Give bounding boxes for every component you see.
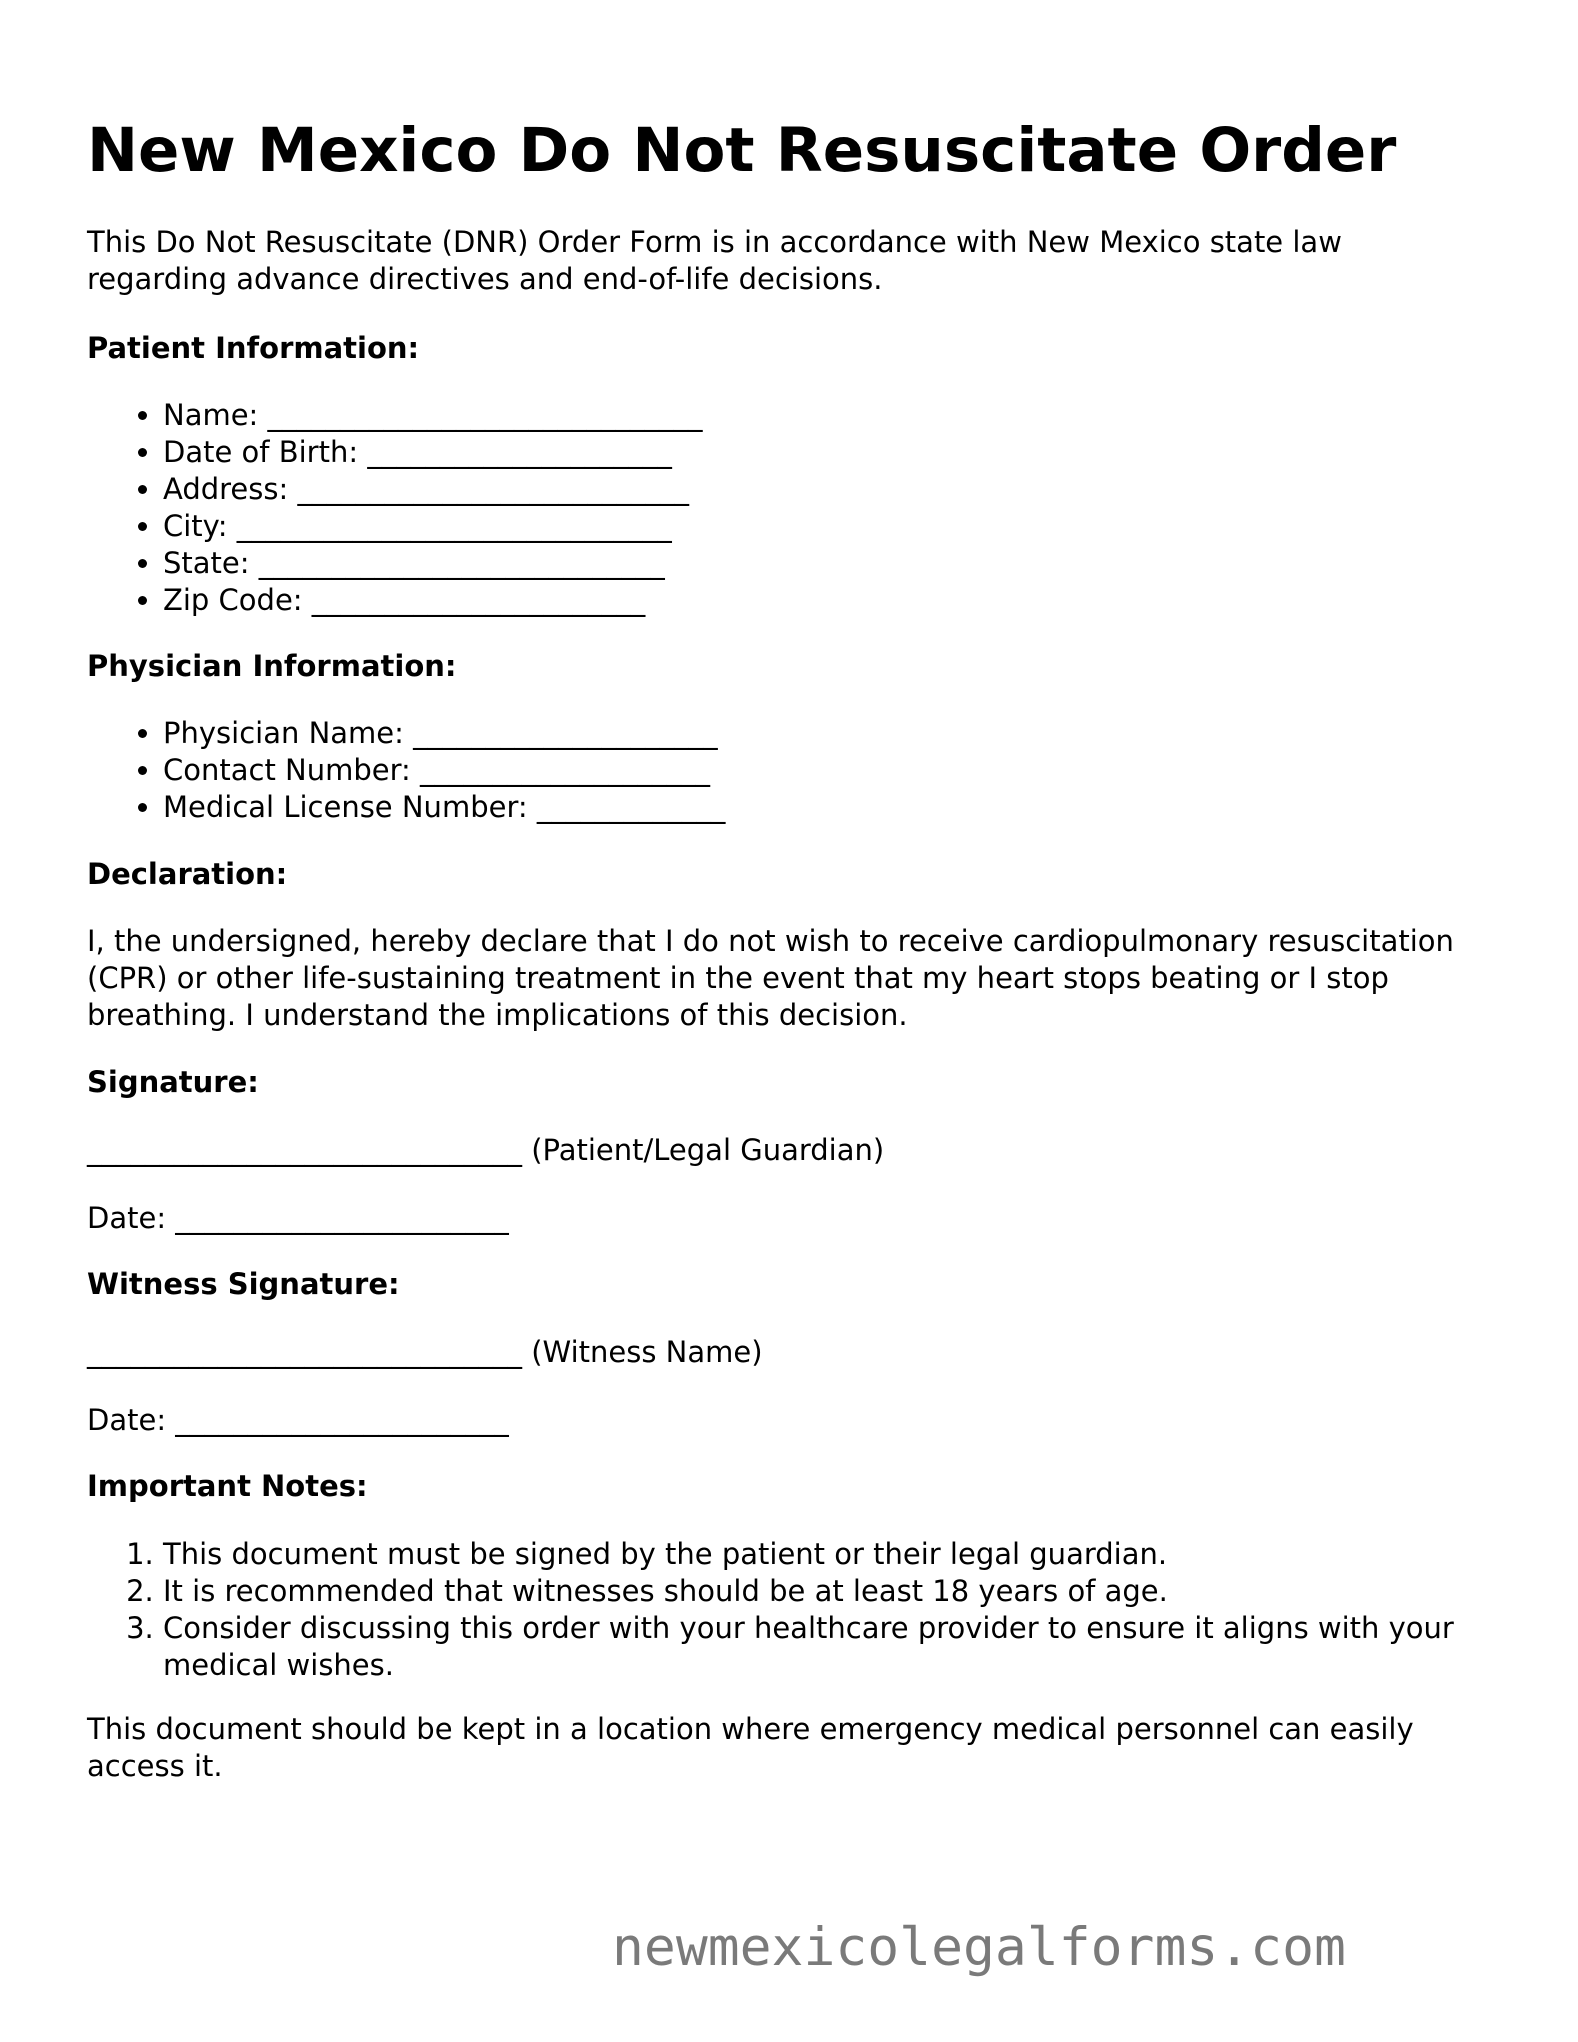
physician-name-field: • Physician Name: _____________________ <box>163 715 1543 752</box>
patient-info-heading: Patient Information: <box>87 331 420 365</box>
physician-info-heading: Physician Information: <box>87 649 457 683</box>
patient-signature-date: Date: _______________________ <box>87 1201 509 1235</box>
declaration-text: I, the undersigned, hereby declare that I do not wish to receive cardiopulmonary resuscitation (CPR) or other life-sustaining treatment in the event that my heart stops beating or I stop breathing. I understand the implications of this decision. <box>87 924 1454 1032</box>
witness-signature-date: Date: _______________________ <box>87 1403 509 1437</box>
important-notes-heading: Important Notes: <box>87 1469 368 1503</box>
patient-info-list <box>87 397 1543 619</box>
closing-paragraph: This document should be kept in a location where emergency medical personnel can easily access it. <box>87 1712 1414 1783</box>
note-item: 1. This document must be signed by the patient or their legal guardian. <box>163 1536 1543 1573</box>
witness-signature-heading: Witness Signature: <box>87 1267 400 1301</box>
declaration-heading: Declaration: <box>87 857 288 891</box>
note-item: 3. Consider discussing this order with your healthcare provider to ensure it aligns with your medical wishes. <box>163 1610 1543 1684</box>
patient-zip-field: • Zip Code: _______________________ <box>163 582 1543 619</box>
page-title: New Mexico Do Not Resuscitate Order <box>87 115 1397 186</box>
signature-heading: Signature: <box>87 1065 259 1099</box>
important-notes-list <box>87 1536 1543 1684</box>
physician-contact-field: • Contact Number: ____________________ <box>163 752 1543 789</box>
site-watermark: newmexicolegalforms.com <box>612 1917 1346 1978</box>
physician-info-list <box>87 715 1543 826</box>
physician-license-field: • Medical License Number: _____________ <box>163 789 1543 826</box>
note-item: 2. It is recommended that witnesses should be at least 18 years of age. <box>163 1573 1543 1610</box>
patient-name-field: • Name: ______________________________ <box>163 397 1543 434</box>
patient-signature-line: ______________________________ (Patient/Legal Guardian) <box>87 1133 885 1167</box>
witness-signature-line: ______________________________ (Witness Name) <box>87 1335 763 1369</box>
patient-address-field: • Address: ___________________________ <box>163 471 1543 508</box>
patient-dob-field: • Date of Birth: _____________________ <box>163 434 1543 471</box>
intro-paragraph: This Do Not Resuscitate (DNR) Order Form is in accordance with New Mexico state law regarding advance directives and end-of-life decisions. <box>87 225 1342 296</box>
patient-city-field: • City: ______________________________ <box>163 508 1543 545</box>
patient-state-field: • State: ____________________________ <box>163 545 1543 582</box>
